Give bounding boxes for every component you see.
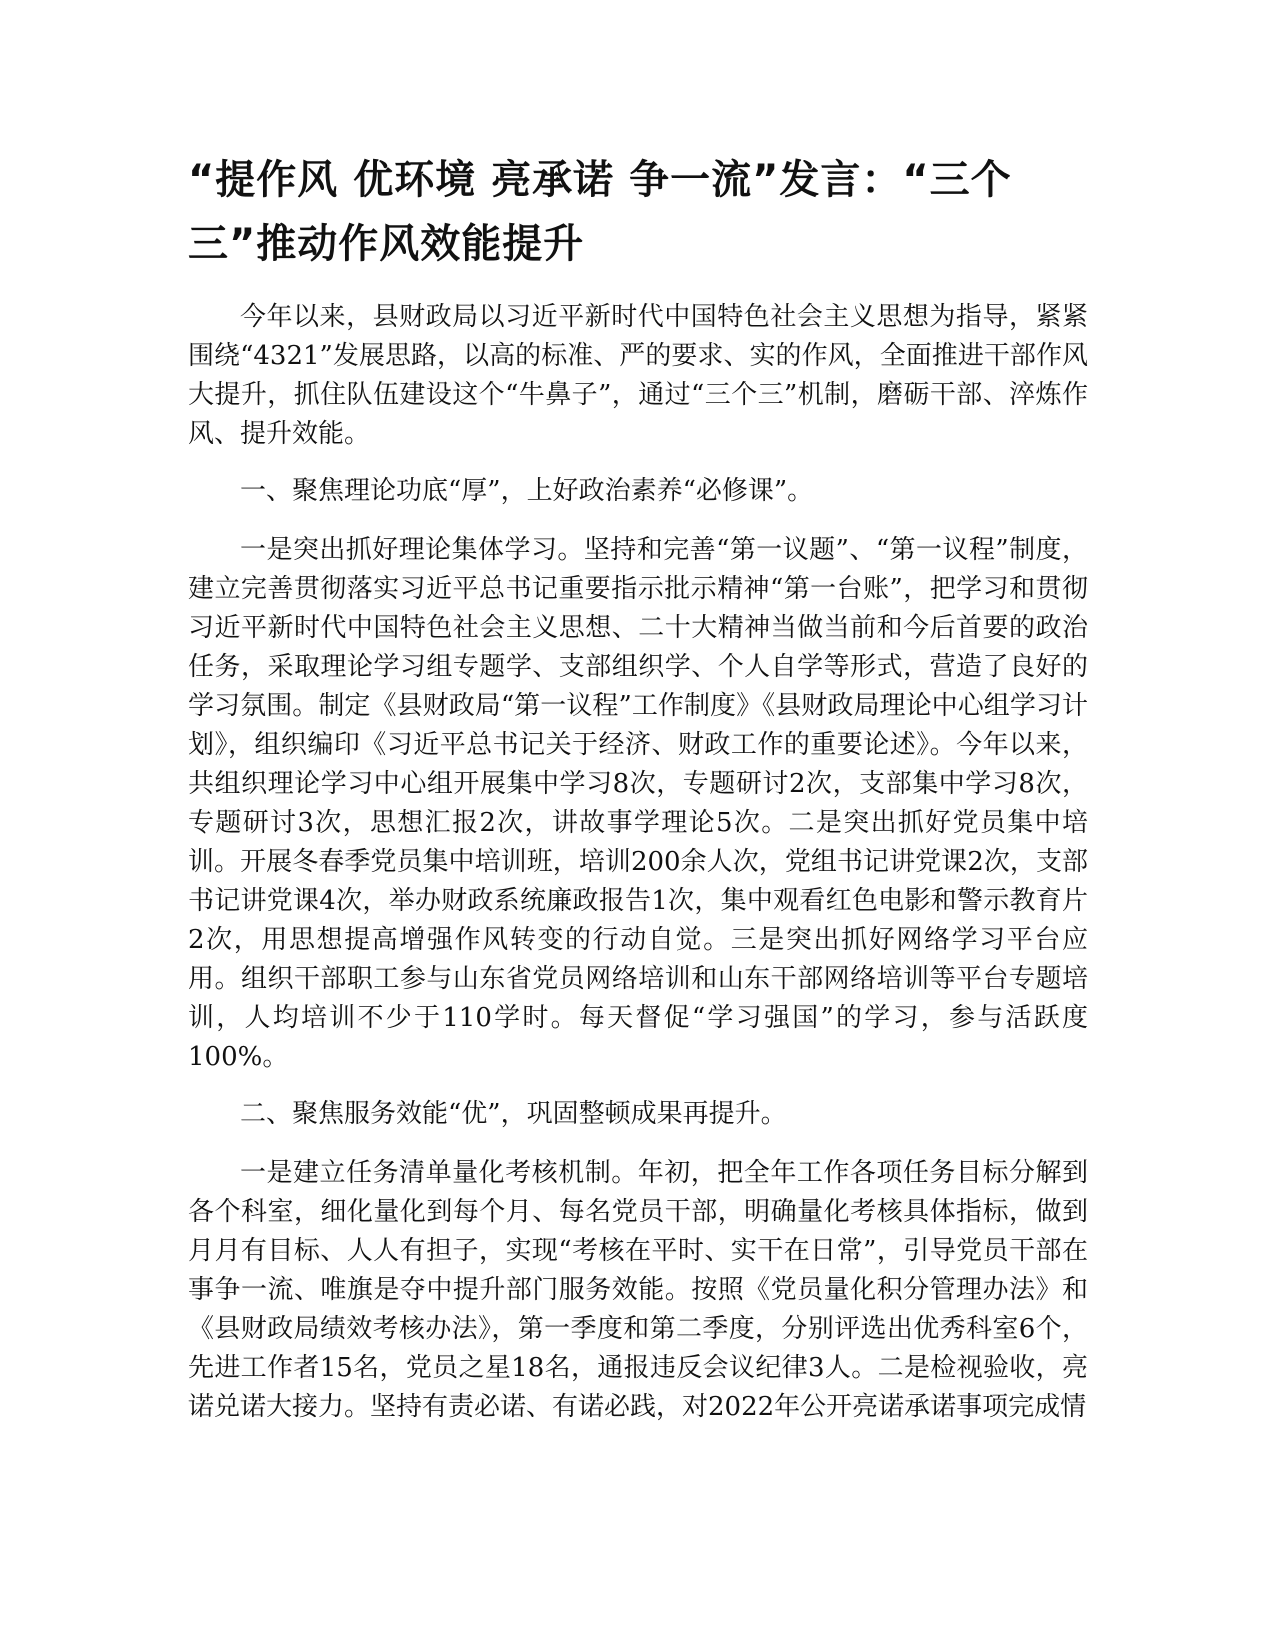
section-heading-2: 二、聚焦服务效能“优”，巩固整顿成果再提升。 <box>240 1099 787 1129</box>
section-2-body: 一是建立任务清单量化考核机制。年初，把全年工作各项任务目标分解到各个科室，细化量化到每个月、每名党员干部，明确量化考核具体指标，做到月月有目标、人人有担子，实现“考核在平时、实干在日常”，引导党员干部在事争一流、唯旗是夺中提升部门服务效能。按照《党员量化积分管理办法》和《县财政局绩效考核办法》，第一季度和第二季度，分别评选出优秀科室6个，先进工作者15名，党员之星18名，通报违反会议纪律3人。二是检视验收，亮诺兑诺大接力。坚持有责必诺、有诺必践，对2022年公开亮诺承诺事项完成情 <box>188 1158 1088 1422</box>
section-heading-1: 一、聚焦理论功底“厚”，上好政治素养“必修课”。 <box>240 476 814 506</box>
document-body <box>188 148 1088 1445</box>
document-title: “提作风 优环境 亮承诺 争一流”发言：“三个三”推动作风效能提升 <box>188 157 1012 267</box>
section-1-body: 一是突出抓好理论集体学习。坚持和完善“第一议题”、“第一议程”制度，建立完善贯彻落实习近平总书记重要指示批示精神“第一台账”，把学习和贯彻习近平新时代中国特色社会主义思想、二十大精神当做当前和今后首要的政治任务，采取理论学习组专题学、支部组织学、个人自学等形式，营造了良好的学习氛围。制定《县财政局“第一议程”工作制度》《县财政局理论中心组学习计划》，组织编印《习近平总书记关于经济、财政工作的重要论述》。今年以来，共组织理论学习中心组开展集中学习8次，专题研讨2次，支部集中学习8次，专题研讨3次，思想汇报2次，讲故事学理论5次。二是突出抓好党员集中培训。开展冬春季党员集中培训班，培训200余人次，党组书记讲党课2次，支部书记讲党课4次，举办财政系统廉政报告1次，集中观看红色电影和警示教育片2次，用思想提高增强作风转变的行动自觉。三是突出抓好网络学习平台应用。组织干部职工参与山东省党员网络培训和山东干部网络培训等平台专题培训，人均培训不少于110学时。每天督促“学习强国”的学习，参与活跃度100%。 <box>188 535 1088 1072</box>
intro-paragraph: 今年以来，县财政局以习近平新时代中国特色社会主义思想为指导，紧紧围绕“4321”发展思路，以高的标准、严的要求、实的作风，全面推进干部作风大提升，抓住队伍建设这个“牛鼻子”，通过“三个三”机制，磨砺干部、淬炼作风、提升效能。 <box>188 302 1088 449</box>
